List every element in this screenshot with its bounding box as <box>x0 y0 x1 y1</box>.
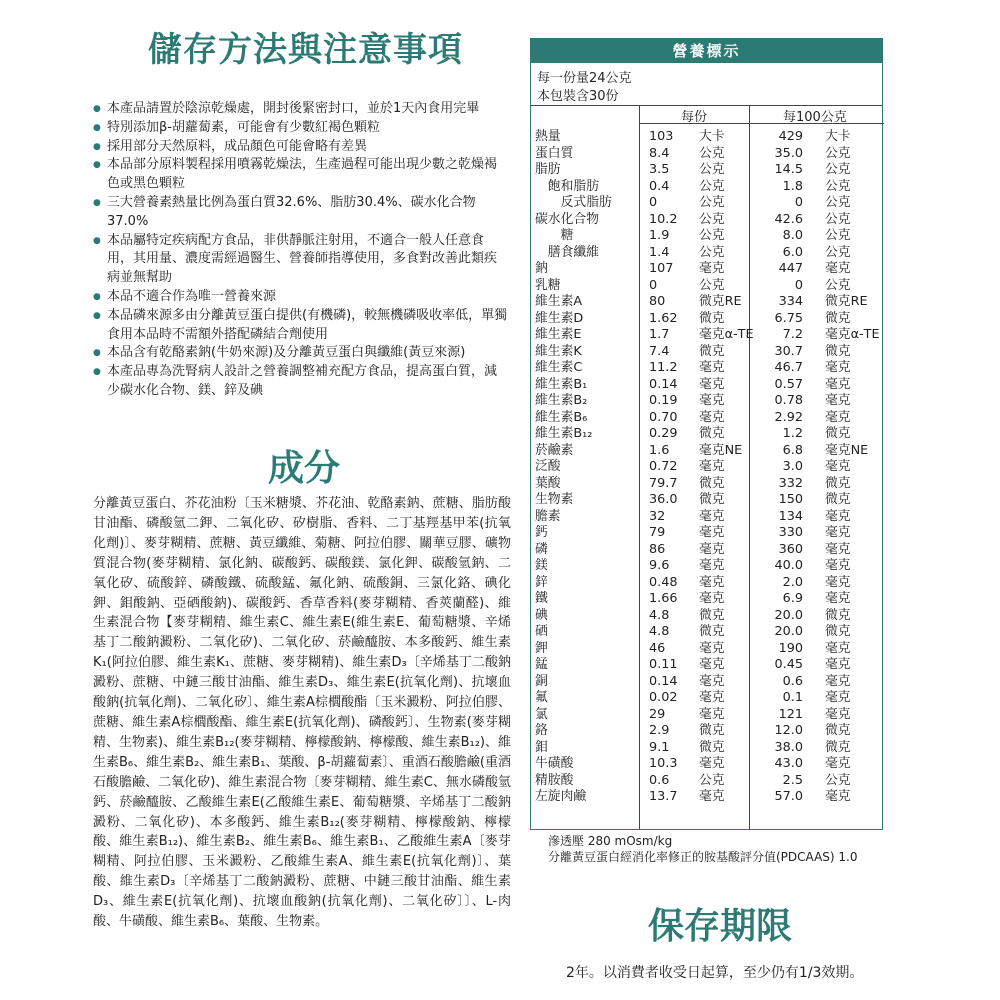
value-per-100g: 2.5 <box>782 772 803 788</box>
nutrient-name: 銅 <box>535 673 548 689</box>
unit-per-100g: 微克 <box>825 475 851 491</box>
value-per-serving: 32 <box>649 508 666 524</box>
note-item: ● 本品含有乾酪素鈉(牛奶來源)及分離黃豆蛋白與纖維(黃豆來源) <box>93 344 508 363</box>
pdcaas-score: 分離黃豆蛋白經消化率修正的胺基酸評分值(PDCAAS) 1.0 <box>548 850 858 864</box>
value-per-serving: 0.6 <box>649 772 670 788</box>
unit-per-100g: 毫克 <box>825 261 851 276</box>
value-per-serving: 0.02 <box>649 690 678 705</box>
value-per-serving: 9.1 <box>649 739 670 755</box>
nutrition-row <box>531 756 882 771</box>
value-per-100g: 332 <box>778 475 803 491</box>
column-header-per-100g: 每100公克 <box>783 110 847 125</box>
value-per-100g: 14.5 <box>774 162 803 177</box>
nutrient-name: 糖 <box>535 228 574 243</box>
value-per-serving: 0 <box>649 195 658 210</box>
serving-size: 每一份量24公克 <box>537 71 632 86</box>
nutrient-name: 維生素B₆ <box>535 409 588 425</box>
value-per-100g: 1.8 <box>782 178 803 194</box>
nutrient-name: 蛋白質 <box>535 145 574 161</box>
value-per-serving: 107 <box>649 261 674 276</box>
value-per-100g: 40.0 <box>774 558 803 573</box>
unit-per-serving: 毫克 <box>699 789 725 804</box>
value-per-serving: 1.62 <box>649 310 678 326</box>
unit-per-100g: 微克 <box>825 426 851 441</box>
nutrient-name: 維生素C <box>535 360 583 375</box>
nutrient-name: 泛酸 <box>535 459 561 474</box>
value-per-serving: 8.4 <box>649 145 670 161</box>
value-per-100g: 429 <box>778 129 803 144</box>
value-per-serving: 2.9 <box>649 723 670 738</box>
nutrient-name: 錳 <box>535 657 548 672</box>
unit-per-serving: 微克 <box>699 607 725 623</box>
value-per-100g: 43.0 <box>774 756 803 771</box>
unit-per-100g: 毫克 <box>825 756 851 771</box>
unit-per-serving: 公克 <box>699 277 725 293</box>
nutrient-name: 鋅 <box>535 574 548 590</box>
unit-per-100g: 微克 <box>825 739 851 755</box>
value-per-100g: 42.6 <box>774 211 803 227</box>
unit-per-100g: 毫克 <box>825 409 851 425</box>
unit-per-100g: 毫克NE <box>825 442 869 458</box>
nutrient-name: 生物素 <box>535 492 574 507</box>
value-per-100g: 38.0 <box>774 739 803 755</box>
unit-per-100g: 微克 <box>825 343 851 359</box>
note-item: ● 三大營養素熱量比例為蛋白質32.6%、脂肪30.4%、碳水化合物37.0% <box>93 194 508 232</box>
unit-per-serving: 微克 <box>699 475 725 491</box>
nutrition-row <box>531 410 882 425</box>
unit-per-100g: 公克 <box>825 772 851 788</box>
unit-per-serving: 毫克NE <box>699 442 743 458</box>
unit-per-serving: 公克 <box>699 195 725 210</box>
value-per-serving: 0.29 <box>649 426 678 441</box>
value-per-serving: 0.72 <box>649 459 678 474</box>
unit-per-serving: 公克 <box>699 145 725 161</box>
nutrition-row <box>531 542 882 557</box>
nutrition-row <box>531 228 882 243</box>
nutrient-name: 膳食纖維 <box>535 244 599 260</box>
nutrient-name: 碘 <box>535 607 548 623</box>
unit-per-serving: 毫克 <box>699 409 725 425</box>
nutrition-row <box>531 641 882 656</box>
value-per-serving: 10.2 <box>649 211 678 227</box>
value-per-serving: 10.3 <box>649 756 678 771</box>
unit-per-100g: 公克 <box>825 277 851 293</box>
nutrient-name: 精胺酸 <box>535 772 574 788</box>
nutrient-name: 硒 <box>535 624 548 639</box>
unit-per-100g: 毫克 <box>825 591 851 606</box>
unit-per-serving: 微克 <box>699 492 725 507</box>
unit-per-serving: 毫克 <box>699 525 725 540</box>
unit-per-serving: 微克 <box>699 624 725 639</box>
unit-per-serving: 毫克 <box>699 574 725 590</box>
unit-per-100g: 微克 <box>825 492 851 507</box>
unit-per-serving: 微克 <box>699 343 725 359</box>
note-item: ● 本品屬特定疾病配方食品，非供靜脈注射用，不適合一般人任意食用，其用量、濃度需經過醫生、營養師指導使用，多食對改善此類疾病並無幫助 <box>93 232 508 288</box>
ingredients-heading: 成分 <box>268 448 341 489</box>
value-per-serving: 86 <box>649 541 666 557</box>
nutrition-row <box>531 212 882 227</box>
value-per-100g: 0.45 <box>774 657 803 672</box>
value-per-serving: 80 <box>649 294 666 309</box>
value-per-100g: 57.0 <box>774 789 803 804</box>
unit-per-serving: 公克 <box>699 244 725 260</box>
value-per-serving: 11.2 <box>649 360 678 375</box>
value-per-serving: 7.4 <box>649 343 670 359</box>
unit-per-100g: 毫克 <box>825 657 851 672</box>
unit-per-100g: 公克 <box>825 145 851 161</box>
value-per-serving: 9.6 <box>649 558 670 573</box>
value-per-serving: 1.6 <box>649 442 670 458</box>
value-per-serving: 3.5 <box>649 162 670 177</box>
nutrition-row <box>531 525 882 540</box>
note-item: ● 本產品專為洗腎病人設計之營養調整補充配方食品，提高蛋白質，減少碳水化合物、鎂、鋅及碘 <box>93 363 508 401</box>
value-per-100g: 6.9 <box>782 591 803 606</box>
unit-per-serving: 毫克 <box>699 541 725 557</box>
nutrient-name: 維生素B₂ <box>535 393 588 408</box>
unit-per-serving: 毫克 <box>699 508 725 524</box>
unit-per-serving: 公克 <box>699 211 725 227</box>
value-per-100g: 8.0 <box>782 228 803 243</box>
value-per-serving: 79 <box>649 525 666 540</box>
unit-per-100g: 微克RE <box>825 294 868 309</box>
value-per-serving: 79.7 <box>649 475 678 491</box>
nutrition-row <box>531 492 882 507</box>
unit-per-100g: 公克 <box>825 195 851 210</box>
value-per-serving: 4.8 <box>649 607 670 623</box>
nutrition-row <box>531 195 882 210</box>
note-item: ● 本品不適合作為唯一營養來源 <box>93 288 508 307</box>
nutrition-row <box>531 146 882 161</box>
value-per-100g: 334 <box>778 294 803 309</box>
value-per-serving: 0.70 <box>649 409 678 425</box>
nutrient-name: 磷 <box>535 541 548 557</box>
value-per-100g: 1.2 <box>782 426 803 441</box>
nutrition-row <box>531 179 882 194</box>
unit-per-serving: 毫克 <box>699 706 725 722</box>
nutrition-row <box>531 509 882 524</box>
unit-per-100g: 毫克 <box>825 640 851 656</box>
value-per-serving: 0.4 <box>649 178 670 194</box>
value-per-100g: 2.0 <box>782 574 803 590</box>
unit-per-serving: 大卡 <box>699 129 725 144</box>
shelf-life-heading: 保存期限 <box>648 906 793 947</box>
nutrient-name: 維生素B₁₂ <box>535 426 593 441</box>
value-per-100g: 30.7 <box>774 343 803 359</box>
note-item: ● 特別添加β-胡蘿蔔素，可能會有少數紅褐色顆粒 <box>93 119 508 138</box>
value-per-100g: 0 <box>794 195 803 210</box>
nutrition-row <box>531 377 882 392</box>
value-per-100g: 0.6 <box>782 673 803 689</box>
nutrition-row <box>531 344 882 359</box>
unit-per-serving: 毫克 <box>699 657 725 672</box>
value-per-serving: 1.4 <box>649 244 670 260</box>
value-per-serving: 36.0 <box>649 492 678 507</box>
nutrient-name: 菸鹼素 <box>535 442 574 458</box>
nutrition-row <box>531 657 882 672</box>
nutrition-row <box>531 294 882 309</box>
nutrition-row <box>531 426 882 441</box>
nutrition-row <box>531 723 882 738</box>
nutrition-row <box>531 558 882 573</box>
unit-per-100g: 毫克 <box>825 393 851 408</box>
unit-per-100g: 毫克 <box>825 541 851 557</box>
value-per-serving: 1.7 <box>649 327 670 342</box>
unit-per-100g: 毫克 <box>825 673 851 689</box>
unit-per-100g: 微克 <box>825 607 851 623</box>
value-per-serving: 103 <box>649 129 674 144</box>
value-per-serving: 1.9 <box>649 228 670 243</box>
nutrition-row <box>531 624 882 639</box>
value-per-100g: 121 <box>778 706 803 722</box>
value-per-100g: 0.1 <box>782 690 803 705</box>
unit-per-100g: 毫克 <box>825 376 851 392</box>
note-item: ● 本品磷來源多由分離黃豆蛋白提供(有機磷)，較無機磷吸收率低，單獨食用本品時不需額外搭配磷結合劑使用 <box>93 307 508 345</box>
value-per-100g: 35.0 <box>774 145 803 161</box>
unit-per-100g: 毫克 <box>825 459 851 474</box>
value-per-serving: 0.19 <box>649 393 678 408</box>
shelf-life-text: 2年。以消費者收受日起算，至少仍有1/3效期。 <box>566 965 864 981</box>
value-per-100g: 447 <box>778 261 803 276</box>
servings-per-package: 本包裝含30份 <box>537 89 619 104</box>
unit-per-100g: 毫克 <box>825 574 851 590</box>
nutrition-row <box>531 789 882 804</box>
nutrition-row <box>531 690 882 705</box>
nutrient-name: 葉酸 <box>535 475 561 491</box>
osmolality: 滲透壓 280 mOsm/kg <box>548 834 673 848</box>
note-item: ● 採用部分天然原料，成品顏色可能會略有差異 <box>93 138 508 157</box>
nutrition-row <box>531 162 882 177</box>
value-per-100g: 190 <box>778 640 803 656</box>
unit-per-serving: 微克 <box>699 426 725 441</box>
nutrient-name: 乳糖 <box>535 277 561 293</box>
unit-per-100g: 公克 <box>825 162 851 177</box>
nutrition-row <box>531 360 882 375</box>
value-per-100g: 360 <box>778 541 803 557</box>
ingredients-text: 分離黃豆蛋白、芥花油粉〔玉米糖漿、芥花油、乾酪素鈉、蔗糖、脂肪酸甘油酯、磷酸氫二鉀、二氧化矽、矽樹脂、香料、二丁基羥基甲苯(抗氧化劑)〕、麥芽糊精、蔗糖、黃豆纖維、菊糖、阿拉伯膠、關華豆膠、礦物質混合物(麥芽糊精、氯化鈉、碳酸鈣、碳酸鎂、氯化鉀、碳酸氫鈉、二氧化矽、硫酸鋅、磷酸鐵、硫酸錳、氟化鈉、硫酸銅、三氯化鉻、碘化鉀、鉬酸鈉、亞硒酸鈉)、碳酸鈣、香草香料(麥芽糊精、香莢蘭醛)、維生素混合物【麥芽糊精、維生素C、維生素E(維生素E、葡萄糖漿、辛烯基丁二酸鈉澱粉、二氧化矽)、二氧化矽、菸鹼醯胺、本多酸鈣、維生素K₁(阿拉伯膠、維生素K₁、蔗糖、麥芽糊精)、維生素D₃〔辛烯基丁二酸鈉澱粉、蔗糖、中鏈三酸甘油酯、維生素D₃、維生素E(抗氧化劑)、抗壞血酸鈉(抗氧化劑)、二氧化矽〕、維生素A棕櫚酸酯〔玉米澱粉、阿拉伯膠、蔗糖、維生素A棕櫚酸酯、維生素E(抗氧化劑)、磷酸鈣〕、生物素(麥芽糊精、生物素)、維生素B₁₂(麥芽糊精、檸檬酸鈉、檸檬酸、維生素B₁₂)、維生素B₆、維生素B₂、維生素B₁、葉酸、β-胡蘿蔔素〕、重酒石酸膽鹼(重酒石酸膽鹼、二氧化矽)、維生素混合物〔麥芽糊精、維生素C、無水磷酸氫鈣、菸鹼醯胺、乙酸維生素E(乙酸維生素E、葡萄糖漿、辛烯基丁二酸鈉澱粉、二氧化矽)、本多酸鈣、維生素B₁₂(麥芽糊精、檸檬酸鈉、檸檬酸、維生素B₁₂)、維生素B₂、維生素B₆、維生素B₁、乙酸維生素A〔麥芽糊精、阿拉伯膠、玉米澱粉、乙酸維生素A、維生素E(抗氧化劑)〕、葉酸、維生素D₃〔辛烯基丁二酸鈉澱粉、蔗糖、中鏈三酸甘油酯、維生素D₃、維生素E(抗氧化劑)、抗壞血酸鈉(抗氧化劑)、二氧化矽〕〕、L-肉酸、牛磺酸、維生素B₆、葉酸、生物素。 <box>93 496 511 930</box>
unit-per-100g: 毫克α-TE <box>825 327 880 342</box>
unit-per-serving: 微克 <box>699 739 725 755</box>
value-per-100g: 134 <box>778 508 803 524</box>
nutrient-name: 牛磺酸 <box>535 756 574 771</box>
nutrient-name: 碳水化合物 <box>535 211 599 227</box>
value-per-serving: 0.48 <box>649 574 678 590</box>
value-per-100g: 2.92 <box>774 409 803 425</box>
nutrition-row <box>531 575 882 590</box>
nutrient-name: 維生素K <box>535 343 582 359</box>
nutrient-name: 氯 <box>535 706 548 722</box>
value-per-100g: 7.2 <box>782 327 803 342</box>
unit-per-serving: 公克 <box>699 772 725 788</box>
unit-per-serving: 毫克 <box>699 261 725 276</box>
nutrition-row <box>531 393 882 408</box>
unit-per-100g: 毫克 <box>825 525 851 540</box>
unit-per-serving: 微克 <box>699 723 725 738</box>
nutrient-name: 氟 <box>535 690 548 705</box>
value-per-serving: 0.14 <box>649 376 678 392</box>
nutrient-name: 維生素A <box>535 294 583 309</box>
nutrient-name: 鎂 <box>535 558 548 573</box>
unit-per-serving: 毫克α-TE <box>699 327 754 342</box>
nutrition-row <box>531 740 882 755</box>
nutrient-name: 反式脂肪 <box>535 195 612 210</box>
nutrition-row <box>531 129 882 144</box>
nutrition-row <box>531 443 882 458</box>
nutrition-row <box>531 591 882 606</box>
unit-per-serving: 毫克 <box>699 393 725 408</box>
unit-per-100g: 微克 <box>825 723 851 738</box>
nutrient-name: 鉻 <box>535 723 548 738</box>
unit-per-serving: 毫克 <box>699 558 725 573</box>
nutrient-name: 膽素 <box>535 508 561 524</box>
nutrition-row <box>531 327 882 342</box>
nutrition-row <box>531 278 882 293</box>
value-per-100g: 150 <box>778 492 803 507</box>
value-per-100g: 3.0 <box>782 459 803 474</box>
note-item: ● 本品部分原料製程採用噴霧乾燥法，生產過程可能出現少數之乾燥褐色或黑色顆粒 <box>93 156 508 194</box>
unit-per-serving: 毫克 <box>699 459 725 474</box>
unit-per-serving: 毫克 <box>699 756 725 771</box>
nutrition-row <box>531 311 882 326</box>
value-per-100g: 46.7 <box>774 360 803 375</box>
value-per-serving: 0.11 <box>649 657 678 672</box>
value-per-100g: 20.0 <box>774 624 803 639</box>
unit-per-100g: 大卡 <box>825 129 851 144</box>
nutrient-name: 鈣 <box>535 525 548 540</box>
value-per-serving: 46 <box>649 640 666 656</box>
unit-per-serving: 微克RE <box>699 294 742 309</box>
unit-per-100g: 毫克 <box>825 789 851 804</box>
unit-per-serving: 微克 <box>699 310 725 326</box>
column-header-per-serving: 每份 <box>681 110 708 125</box>
value-per-100g: 6.0 <box>782 244 803 260</box>
unit-per-100g: 公克 <box>825 211 851 227</box>
unit-per-serving: 毫克 <box>699 690 725 705</box>
nutrition-row <box>531 674 882 689</box>
unit-per-100g: 毫克 <box>825 508 851 524</box>
unit-per-100g: 公克 <box>825 228 851 243</box>
nutrition-title: 營養標示 <box>531 39 882 63</box>
unit-per-serving: 毫克 <box>699 591 725 606</box>
nutrition-row <box>531 245 882 260</box>
unit-per-100g: 公克 <box>825 244 851 260</box>
nutrient-name: 維生素E <box>535 327 582 342</box>
value-per-serving: 0 <box>649 277 658 293</box>
value-per-100g: 12.0 <box>774 723 803 738</box>
value-per-100g: 6.8 <box>782 442 803 458</box>
value-per-100g: 0.57 <box>774 376 803 392</box>
unit-per-100g: 毫克 <box>825 706 851 722</box>
unit-per-serving: 毫克 <box>699 640 725 656</box>
nutrient-name: 左旋肉鹼 <box>535 789 587 804</box>
value-per-100g: 20.0 <box>774 607 803 623</box>
nutrient-name: 維生素B₁ <box>535 376 588 392</box>
nutrient-name: 飽和脂肪 <box>535 178 599 194</box>
nutrient-name: 鉀 <box>535 640 548 656</box>
value-per-serving: 0.14 <box>649 673 678 689</box>
divider <box>639 123 884 124</box>
note-item: ● 本產品請置於陰涼乾燥處，開封後緊密封口，並於1天內食用完畢 <box>93 100 508 119</box>
storage-heading: 儲存方法與注意事項 <box>148 30 463 70</box>
unit-per-serving: 公克 <box>699 228 725 243</box>
value-per-100g: 0.78 <box>774 393 803 408</box>
nutrient-name: 維生素D <box>535 310 584 326</box>
unit-per-100g: 公克 <box>825 178 851 194</box>
value-per-100g: 6.75 <box>774 310 803 326</box>
value-per-serving: 4.8 <box>649 624 670 639</box>
unit-per-100g: 毫克 <box>825 558 851 573</box>
nutrient-name: 熱量 <box>535 129 561 144</box>
nutrition-row <box>531 773 882 788</box>
nutrient-name: 鈉 <box>535 261 548 276</box>
unit-per-serving: 公克 <box>699 162 725 177</box>
nutrition-facts-table <box>530 38 883 830</box>
unit-per-serving: 毫克 <box>699 360 725 375</box>
unit-per-100g: 微克 <box>825 624 851 639</box>
unit-per-serving: 毫克 <box>699 376 725 392</box>
nutrient-name: 鉬 <box>535 739 548 755</box>
nutrition-row <box>531 476 882 491</box>
value-per-serving: 1.66 <box>649 591 678 606</box>
nutrition-row <box>531 608 882 623</box>
value-per-serving: 29 <box>649 706 666 722</box>
unit-per-serving: 公克 <box>699 178 725 194</box>
value-per-100g: 0 <box>794 277 803 293</box>
nutrient-name: 鐵 <box>535 591 548 606</box>
nutrient-name: 脂肪 <box>535 162 561 177</box>
value-per-serving: 13.7 <box>649 789 678 804</box>
value-per-100g: 330 <box>778 525 803 540</box>
nutrition-row <box>531 459 882 474</box>
notes-list <box>93 100 508 401</box>
nutrition-row <box>531 261 882 276</box>
unit-per-100g: 毫克 <box>825 360 851 375</box>
unit-per-100g: 微克 <box>825 310 851 326</box>
nutrition-row <box>531 707 882 722</box>
unit-per-100g: 毫克 <box>825 690 851 705</box>
unit-per-serving: 毫克 <box>699 673 725 689</box>
